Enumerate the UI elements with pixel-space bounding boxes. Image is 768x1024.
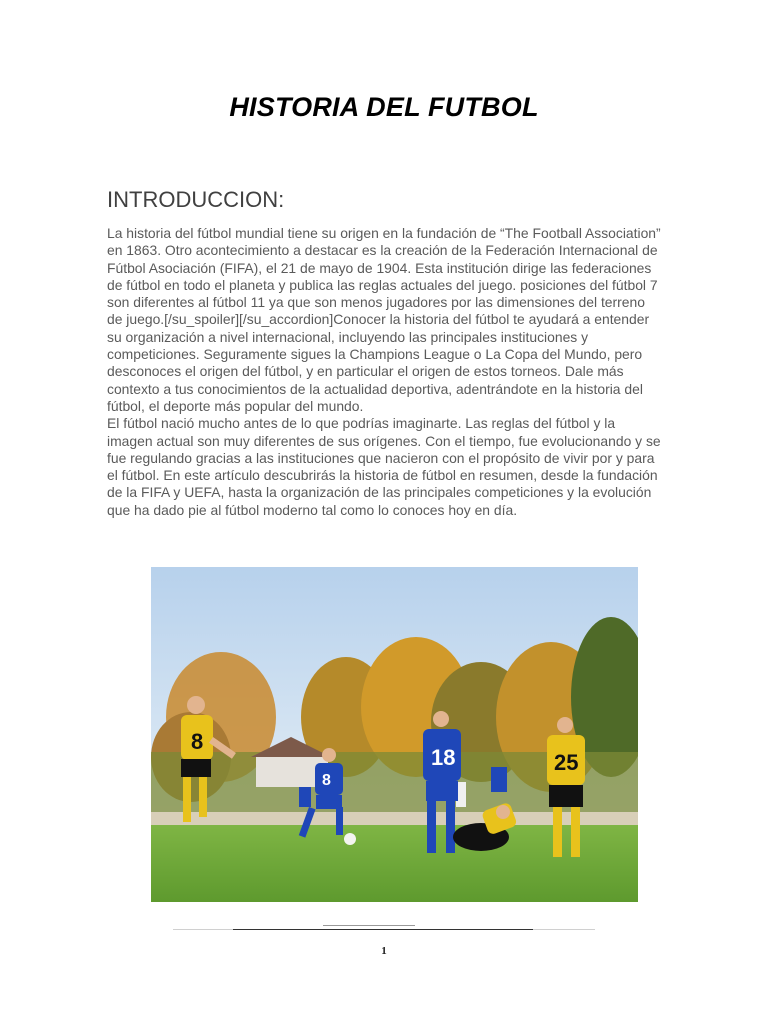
paragraph-1: La historia del fútbol mundial tiene su origen en la fundación de “The Football Association” en 1863. Otro acontecimiento a destacar es la creación de la Federación Internacional de Fútbol Asociación (FIFA), el 21 de mayo de 1904. Esta institución dirige las federaciones de fútbol en todo el planeta y publica las reglas actuales del juego. posiciones del fútbol 7 son diferentes al fútbol 11 ya que son menos jugadores por las dimensiones del terreno de juego.[/su_spoiler][/su_accordion]Conocer la historia del fútbol te ayudará a entender su organización a nivel internacional, incluyendo las principales instituciones y competiciones. Seguramente sigues la Champions League o La Copa del Mundo, pero desconoces el origen del fútbol, y en particular el origen de estos torneos. Dale más contexto a tus conocimientos de la actualidad deportiva, adentrándote en la historia del fútbol, el deporte más popular del mundo. (107, 225, 661, 414)
page-number: 1 (381, 945, 387, 957)
jersey-number-18: 18 (431, 745, 456, 770)
football-match-photo (151, 567, 638, 902)
jersey-number-8-blue: 8 (322, 772, 331, 789)
pitch-wall (151, 812, 638, 827)
pitch (151, 825, 638, 902)
footer-rule-dark (233, 929, 533, 930)
jersey-number-25: 25 (554, 750, 579, 775)
document-title: HISTORIA DEL FUTBOL (229, 92, 539, 122)
introduction-text (107, 225, 662, 519)
section-heading: INTRODUCCION: (107, 187, 285, 212)
jersey-number-8-left: 8 (191, 729, 204, 754)
footer-rule-short (323, 925, 415, 926)
paragraph-2: El fútbol nació mucho antes de lo que podrías imaginarte. Las reglas del fútbol y la imagen actual son muy diferentes de sus orígenes. Con el tiempo, fue evolucionando y se fue regulando gracias a las instituciones que nacieron con el propósito de vivir por y para el fútbol. En este artículo descubrirás la historia de fútbol en resumen, desde la fundación de la FIFA y UEFA, hasta la organización de las principales competiciones y la evolución que ha dado pie al fútbol moderno tal como lo conoces hoy en día. (107, 415, 661, 518)
